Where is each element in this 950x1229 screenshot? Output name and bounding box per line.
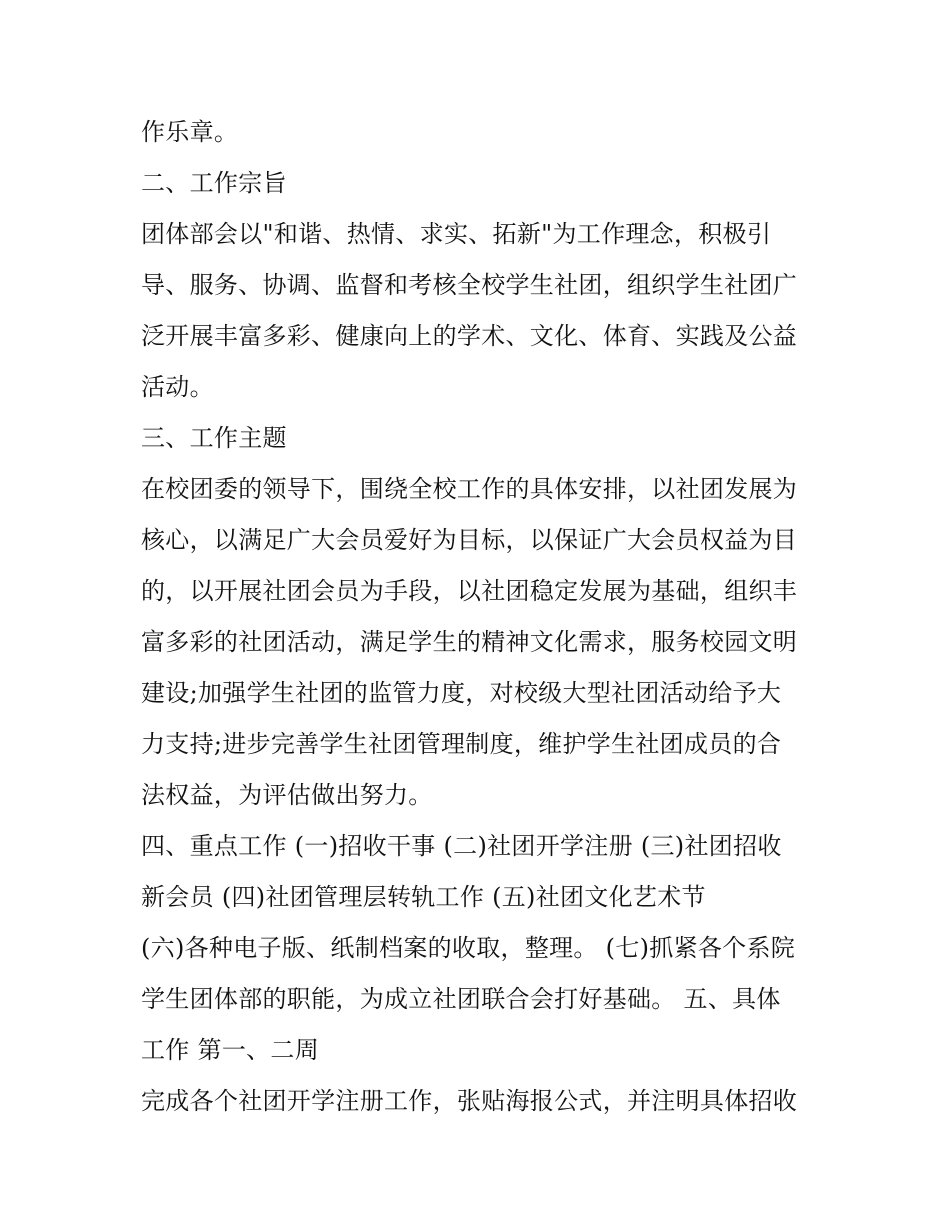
text-line: 力支持;进步完善学生社团管理制度，维护学生社团成员的合 [141,730,782,758]
document-body [141,107,821,1127]
text-line: 在校团委的领导下，围绕全校工作的具体安排，以社团发展为 [141,475,798,503]
text-line: 新会员 (四)社团管理层转轨工作 (五)社团文化艺术节 [141,883,706,911]
text-line: 导、服务、协调、监督和考核全校学生社团，组织学生社团广 [141,271,798,299]
text-line: 团体部会以"和谐、热情、求实、拓新"为工作理念，积极引 [141,220,772,248]
section-heading: 二、工作宗旨 [141,169,287,197]
text-line: 泛开展丰富多彩、健康向上的学术、文化、体育、实践及公益 [141,322,798,350]
text-line: 工作 第一、二周 [141,1036,320,1064]
text-line: 法权益，为评估做出努力。 [141,781,433,809]
text-line: (六)各种电子版、纸制档案的收取，整理。 (七)抓紧各个系院 [141,934,796,962]
text-line: 的，以开展社团会员为手段，以社团稳定发展为基础，组织丰 [141,577,798,605]
section-heading: 四、重点工作 (一)招收干事 (二)社团开学注册 (三)社团招收 [141,832,782,860]
text-line: 核心，以满足广大会员爱好为目标，以保证广大会员权益为目 [141,526,798,554]
text-line: 富多彩的社团活动，满足学生的精神文化需求，服务校园文明 [141,628,798,656]
text-line: 活动。 [141,373,214,401]
text-line: 作乐章。 [141,118,239,146]
text-line: 完成各个社团开学注册工作，张贴海报公式，并注明具体招收 [141,1087,798,1115]
text-line: 学生团体部的职能，为成立社团联合会打好基础。 五、具体 [141,985,781,1013]
text-line: 建设;加强学生社团的监管力度，对校级大型社团活动给予大 [141,679,782,707]
section-heading: 三、工作主题 [141,424,287,452]
